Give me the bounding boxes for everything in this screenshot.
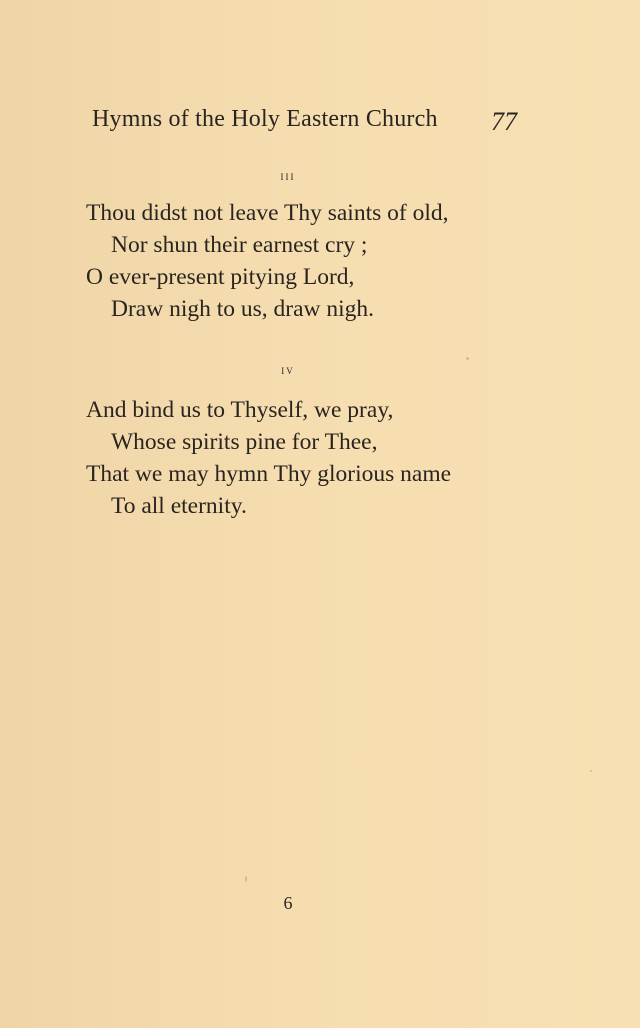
running-title: Hymns of the Holy Eastern Church (92, 106, 438, 132)
stanza-numeral-iv: iv (281, 362, 295, 377)
stanza-iv (86, 394, 556, 522)
page-number: 77 (491, 107, 517, 136)
paper-speck (590, 770, 592, 772)
verse-line: That we may hymn Thy glorious name (86, 461, 452, 487)
verse-line: Whose spirits pine for Thee, (111, 429, 378, 455)
verse-line: Thou didst not leave Thy saints of old, (86, 200, 449, 226)
signature-mark: 6 (283, 893, 293, 913)
paper-speck (245, 876, 247, 882)
running-head (92, 106, 517, 140)
verse-line: To all eternity. (111, 493, 247, 519)
verse-line: O ever-present pitying Lord, (86, 264, 355, 290)
verse-line: Nor shun their earnest cry ; (111, 232, 368, 258)
stanza-iii (86, 197, 556, 325)
verse-line: Draw nigh to us, draw nigh. (111, 296, 375, 322)
stanza-numeral-iii: iii (280, 168, 296, 183)
paper-speck (466, 357, 469, 360)
verse-line: And bind us to Thyself, we pray, (86, 397, 394, 423)
